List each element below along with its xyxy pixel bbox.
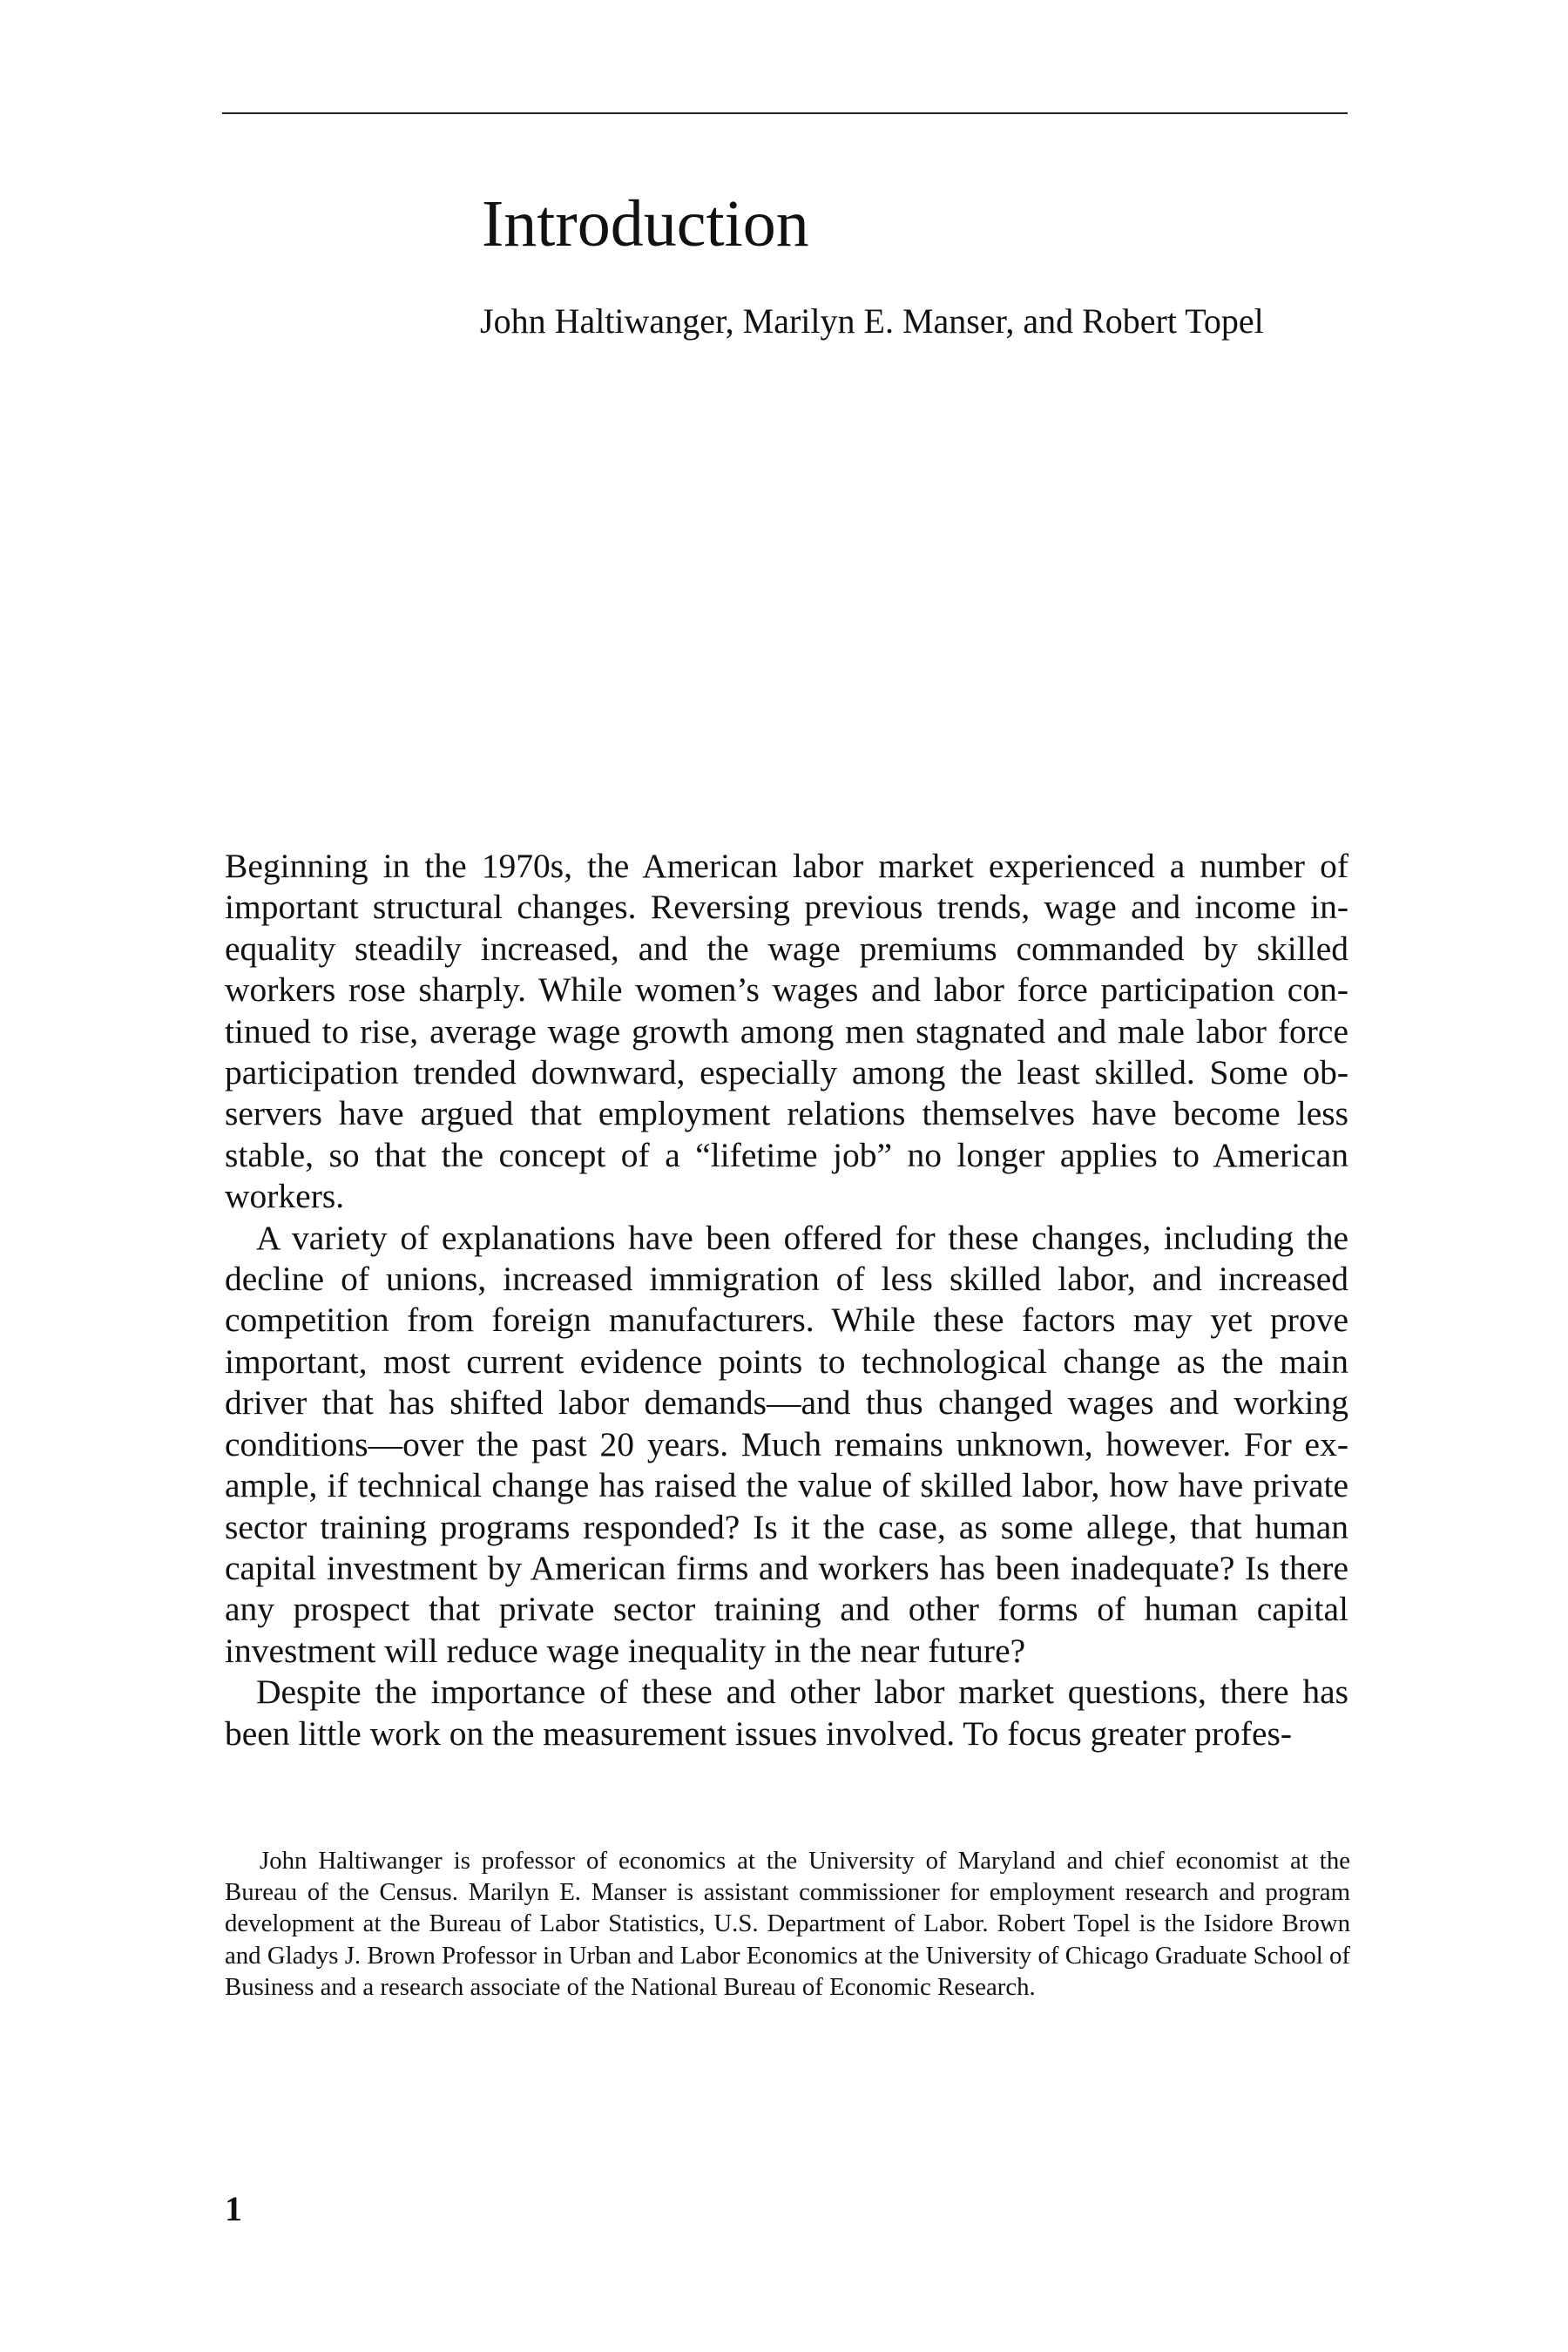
top-rule [222,112,1348,114]
chapter-authors: John Haltiwanger, Marilyn E. Manser, and Robert Topel [480,301,1264,341]
body-paragraph: Beginning in the 1970s, the American labor market experienced a number of important structural changes. Reversing previous trends, wage and income inequality steadily increased, and the wage premiums commanded by skilled workers rose sharply. While women’s wages and labor force participation continued to rise, average wage growth among men stagnated and male labor force participation trended downward, especially among the least skilled. Some observers have argued that employment relations themselves have become less stable, so that the concept of a “lifetime job” no longer applies to American workers. [225,847,1348,1216]
page-number: 1 [225,2189,242,2228]
body-paragraph: A variety of explanations have been offered for these changes, including the decline of unions, increased immigration of less skilled labor, and increased competition from foreign manufacturers. While these factors may yet prove important, most current evidence points to technological change as the main driver that has shifted labor demands—and thus changed wages and working conditions—over the past 20 years. Much remains unknown, however. For example, if technical change has raised the value of skilled labor, how have private sector training programs responded? Is it the case, as some allege, that human capital investment by American firms and workers has been inadequate? Is there any prospect that private sector training and other forms of human capital investment will reduce wage inequality in the near future? [225,1218,1348,1670]
body-paragraph: Despite the importance of these and other labor market questions, there has been little work on the measurement issues involved. To focus greater profes- [225,1673,1348,1753]
chapter-title: Introduction [482,187,809,260]
body-text [225,846,1348,1754]
author-footnote: John Haltiwanger is professor of economics at the University of Maryland and chief economist at the Bureau of the Census. Marilyn E. Manser is assistant commissioner for employment research and program development at the Bureau of Labor Statistics, U.S. Department of Labor. Robert Topel is the Isidore Brown and Gladys J. Brown Professor in Urban and Labor Economics at the University of Chicago Graduate School of Business and a research associate of the National Bureau of Economic Research. [225,1847,1350,2001]
